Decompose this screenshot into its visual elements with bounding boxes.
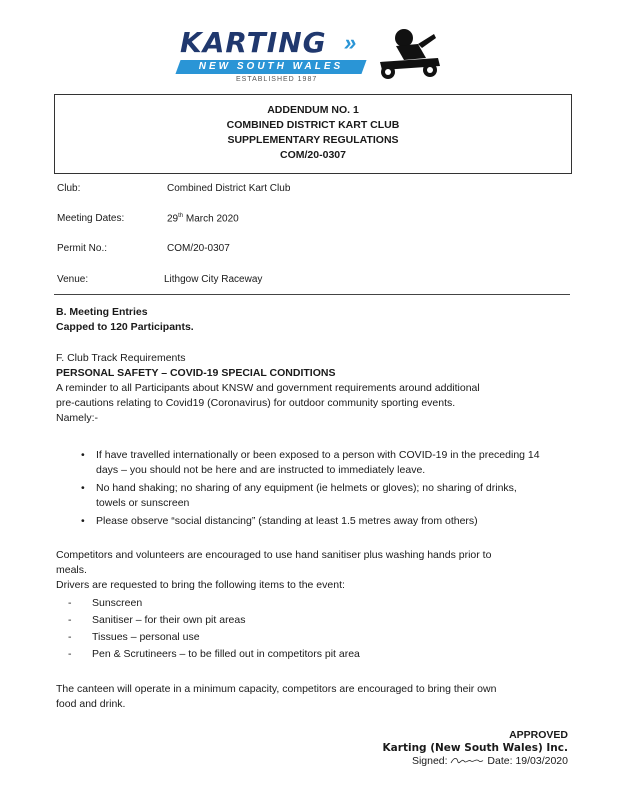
bullet-icon: • [81, 515, 85, 527]
list-item: - Sunscreen [68, 597, 143, 609]
kart-driver-icon [374, 24, 446, 82]
covid-bullets [76, 448, 546, 532]
items-list [56, 596, 556, 664]
club-value: Combined District Kart Club [167, 183, 291, 194]
header-line-4: COM/20-0307 [280, 149, 346, 161]
header-line-1: ADDENDUM NO. 1 [267, 104, 359, 116]
meeting-dates-value: 29th March 2020 [167, 213, 239, 225]
canteen-line-2: food and drink. [56, 698, 126, 710]
section-f-subtitle: PERSONAL SAFETY – COVID-19 SPECIAL CONDITIONS [56, 367, 336, 379]
date-value: 19/03/2020 [515, 755, 568, 767]
canteen-line-1: The canteen will operate in a minimum capacity, competitors are encouraged to bring their own [56, 683, 497, 695]
meeting-dates-label: Meeting Dates: [57, 213, 125, 224]
approved-label: APPROVED [509, 729, 568, 741]
section-b-title: B. Meeting Entries [56, 306, 148, 318]
date-label: Date: [487, 755, 513, 767]
signed-label: Signed: [411, 755, 448, 767]
section-f-intro-2: pre-cautions relating to Covid19 (Coronavirus) for outdoor community sporting events. [56, 397, 456, 409]
approval-org: Karting (New South Wales) Inc. [382, 742, 568, 754]
section-f [56, 351, 572, 426]
bullet-item: • No hand shaking; no sharing of any equipment (ie helmets or gloves); no sharing of drinks, towels or sunscreen [81, 482, 517, 509]
drivers-line: Drivers are requested to bring the following items to the event: [56, 579, 345, 591]
logo-band [175, 60, 366, 74]
section-b [56, 305, 194, 335]
divider [54, 294, 570, 295]
logo-band-text: NEW SOUTH WALES [198, 61, 344, 72]
section-f-intro-3: Namely:- [56, 412, 99, 424]
list-item: - Sanitiser – for their own pit areas [68, 614, 246, 626]
logo-established: ESTABLISHED 1987 [236, 76, 318, 83]
logo-chevrons: » [344, 30, 357, 55]
section-f-intro-1: A reminder to all Participants about KNSW and government requirements around additional [56, 382, 480, 394]
competitors-line-1: Competitors and volunteers are encouraged to use hand sanitiser plus washing hands prior to [56, 549, 492, 561]
header-line-3: SUPPLEMENTARY REGULATIONS [227, 134, 399, 146]
header-line-2: COMBINED DISTRICT KART CLUB [226, 119, 400, 131]
approval-signature-line [383, 755, 568, 768]
list-item: - Tissues – personal use [68, 631, 200, 643]
permit-label: Permit No.: [57, 243, 108, 254]
section-f-title: F. Club Track Requirements [56, 352, 186, 364]
competitors-line-2: meals. [56, 564, 87, 576]
signature-image [450, 756, 484, 766]
addendum-header [54, 94, 572, 174]
section-b-text: Capped to 120 Participants. [56, 321, 194, 333]
venue-label: Venue: [57, 274, 89, 285]
list-item: - Pen & Scrutineers – to be filled out in competitors pit area [68, 648, 360, 660]
approval-block [383, 729, 568, 768]
logo-wordmark: KARTING [180, 26, 327, 59]
venue-value: Lithgow City Raceway [164, 274, 263, 285]
karting-nsw-logo [178, 22, 446, 84]
bullet-item: • Please observe “social distancing” (standing at least 1.5 metres away from others) [81, 515, 478, 527]
bullet-icon: • [81, 482, 85, 494]
bullet-icon: • [81, 449, 85, 461]
canteen-paragraph [56, 682, 576, 712]
bullet-item: • If have travelled internationally or been exposed to a person with COVID-19 in the preceding 14 days – you should not be here and are instructed to immediately leave. [81, 449, 540, 476]
club-label: Club: [57, 183, 81, 194]
permit-value: COM/20-0307 [167, 243, 230, 254]
competitors-paragraph [56, 548, 576, 593]
